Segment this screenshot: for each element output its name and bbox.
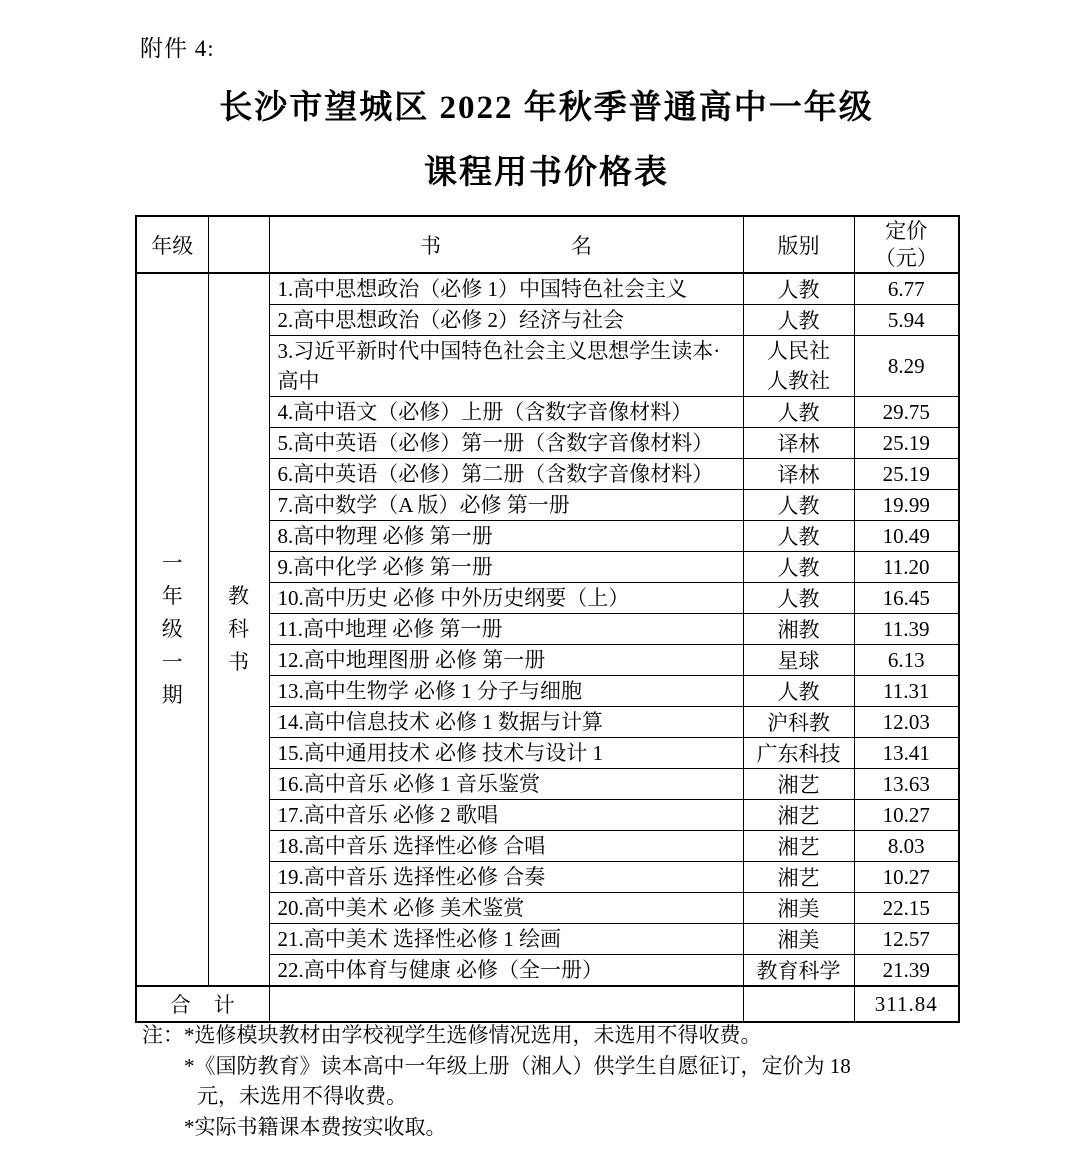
total-edition-cell [743,986,854,1022]
book-name-cell: 11.高中地理 必修 第一册 [269,614,743,645]
edition-cell: 人教 [743,583,854,614]
total-name-cell [269,986,743,1022]
book-name-cell: 5.高中英语（必修）第一册（含数字音像材料） [269,428,743,459]
price-table-body [136,273,959,986]
price-cell: 10.27 [854,862,959,893]
header-price-cell [854,216,959,273]
edition-cell: 湘艺 [743,862,854,893]
grade-cell [136,273,208,986]
edition-cell: 湘艺 [743,800,854,831]
book-name-cell: 4.高中语文（必修）上册（含数字音像材料） [269,397,743,428]
price-cell: 10.49 [854,521,959,552]
price-cell: 25.19 [854,459,959,490]
edition-cell: 湘艺 [743,831,854,862]
edition-cell: 教育科学 [743,955,854,987]
price-cell: 5.94 [854,305,959,336]
book-name-cell: 15.高中通用技术 必修 技术与设计 1 [269,738,743,769]
page-title [135,76,958,206]
edition-cell: 人教 [743,273,854,305]
note-item: *实际书籍课本费按实收取。 [184,1115,447,1139]
total-label-cell: 合 计 [136,986,269,1022]
edition-cell: 湘艺 [743,769,854,800]
table-header-row [136,216,959,273]
header-edition-cell: 版别 [743,216,854,273]
header-category-cell [208,216,269,273]
book-name-cell: 7.高中数学（A 版）必修 第一册 [269,490,743,521]
notes-section [142,1020,889,1143]
book-name-cell: 22.高中体育与健康 必修（全一册） [269,955,743,987]
book-name-cell: 6.高中英语（必修）第二册（含数字音像材料） [269,459,743,490]
edition-cell: 人教 [743,521,854,552]
price-cell: 12.03 [854,707,959,738]
book-name-cell: 21.高中美术 选择性必修 1 绘画 [269,924,743,955]
edition-cell: 湘教 [743,614,854,645]
edition-cell: 星球 [743,645,854,676]
book-name-cell: 16.高中音乐 必修 1 音乐鉴赏 [269,769,743,800]
price-cell: 21.39 [854,955,959,987]
book-name-cell: 20.高中美术 必修 美术鉴赏 [269,893,743,924]
book-name-cell: 17.高中音乐 必修 2 歌唱 [269,800,743,831]
edition-cell: 湘美 [743,893,854,924]
category-cell [208,273,269,986]
book-name-cell: 10.高中历史 必修 中外历史纲要（上） [269,583,743,614]
attachment-label: 附件 4: [140,36,215,61]
book-name-cell: 1.高中思想政治（必修 1）中国特色社会主义 [269,273,743,305]
book-name-cell: 2.高中思想政治（必修 2）经济与社会 [269,305,743,336]
book-name-cell: 14.高中信息技术 必修 1 数据与计算 [269,707,743,738]
edition-cell: 译林 [743,459,854,490]
book-name-cell: 19.高中音乐 选择性必修 合奏 [269,862,743,893]
total-price-cell: 311.84 [854,986,959,1022]
price-cell: 10.27 [854,800,959,831]
price-cell: 8.29 [854,336,959,397]
price-cell: 11.39 [854,614,959,645]
price-cell: 25.19 [854,428,959,459]
note-item: *选修模块教材由学校视学生选修情况选用，未选用不得收费。 [184,1023,762,1047]
price-cell: 8.03 [854,831,959,862]
edition-cell: 人民社 人教社 [743,336,854,397]
book-name-cell: 12.高中地理图册 必修 第一册 [269,645,743,676]
edition-cell: 湘美 [743,924,854,955]
price-cell: 6.13 [854,645,959,676]
book-name-cell: 18.高中音乐 选择性必修 合唱 [269,831,743,862]
page-title-line1: 长沙市望城区 2022 年秋季普通高中一年级 [219,90,874,126]
page-title-line2: 课程用书价格表 [424,155,669,191]
price-cell: 22.15 [854,893,959,924]
price-cell: 13.41 [854,738,959,769]
book-name-cell: 13.高中生物学 必修 1 分子与细胞 [269,676,743,707]
price-cell: 19.99 [854,490,959,521]
notes-label: 注： [142,1023,184,1047]
price-cell: 6.77 [854,273,959,305]
total-row [136,986,959,1022]
header-grade-cell: 年级 [136,216,208,273]
price-cell: 12.57 [854,924,959,955]
price-table [135,215,960,1023]
table-row [136,273,959,305]
price-cell: 11.20 [854,552,959,583]
price-cell: 16.45 [854,583,959,614]
edition-cell: 人教 [743,490,854,521]
price-cell: 13.63 [854,769,959,800]
edition-cell: 人教 [743,676,854,707]
price-cell: 11.31 [854,676,959,707]
category-vertical-text: 教科书 [228,584,249,674]
price-cell: 29.75 [854,397,959,428]
header-price-line2: （元） [874,245,938,270]
book-name-cell: 8.高中物理 必修 第一册 [269,521,743,552]
header-bookname-right: 名 [571,233,592,258]
edition-cell: 广东科技 [743,738,854,769]
grade-vertical-text: 一年级一期 [161,551,183,707]
header-bookname-left: 书 [420,233,441,258]
edition-cell: 人教 [743,552,854,583]
book-name-cell: 3.习近平新时代中国特色社会主义思想学生读本·高中 [269,336,743,397]
header-bookname-cell [269,216,743,273]
notes-list [184,1020,889,1143]
header-price-line1: 定价 [885,218,928,243]
edition-cell: 译林 [743,428,854,459]
edition-cell: 沪科教 [743,707,854,738]
edition-cell: 人教 [743,397,854,428]
edition-cell: 人教 [743,305,854,336]
book-name-cell: 9.高中化学 必修 第一册 [269,552,743,583]
note-item: *《国防教育》读本高中一年级上册（湘人）供学生自愿征订，定价为 18 元，未选用不得收费。 [184,1054,851,1108]
